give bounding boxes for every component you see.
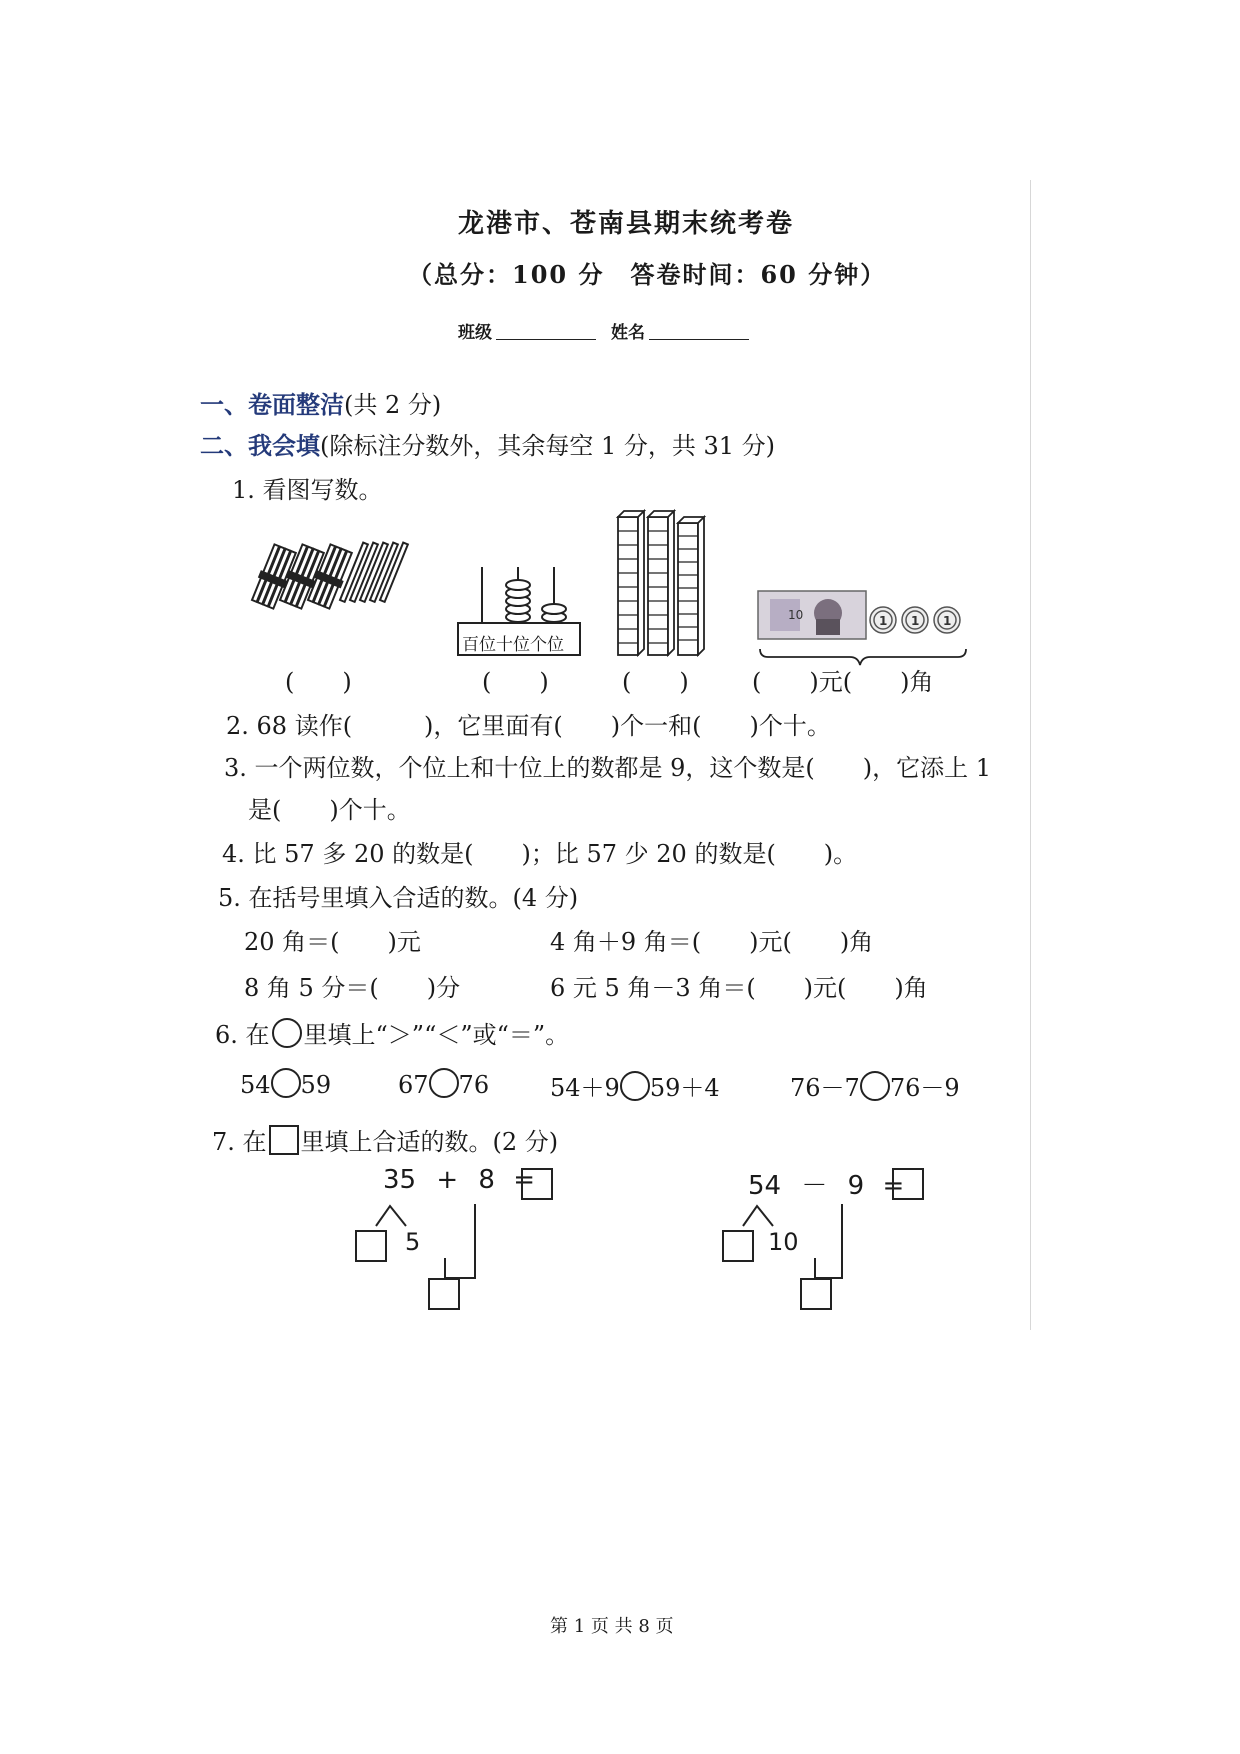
coin-value-1: 1 <box>879 614 888 628</box>
q6-item-2-left: 67 <box>398 1071 429 1099</box>
q7-eq1-a: 35 <box>383 1165 417 1195</box>
q1-answer-cubes[interactable]: ( ) <box>622 668 689 696</box>
section-1-label: 一、卷面整洁 <box>200 390 344 419</box>
q4-text: 4. 比 57 多 20 的数是( )；比 57 少 20 的数是( )。 <box>222 840 858 868</box>
coin-value-3: 1 <box>943 614 952 628</box>
q6-item-1-left: 54 <box>240 1071 271 1099</box>
q7-eq1 <box>383 1165 539 1195</box>
ten-cube-columns-icon <box>618 511 704 655</box>
banknote-value: 10 <box>788 608 804 622</box>
q6-item-3-left: 54＋9 <box>550 1074 620 1102</box>
name-field <box>611 318 749 343</box>
q6-item-4-circle[interactable] <box>860 1071 890 1101</box>
q7-eq1-split-value: 5 <box>405 1228 421 1256</box>
class-blank[interactable] <box>496 338 596 340</box>
q6-item-1-circle[interactable] <box>271 1068 301 1098</box>
q2-text: 2. 68 读作( )，它里面有( )个一和( )个十。 <box>226 712 831 740</box>
q7-eq2-split-box[interactable] <box>722 1230 754 1262</box>
coin-value-2: 1 <box>911 614 920 628</box>
q3-line2: 是( )个十。 <box>248 796 411 824</box>
section-2-note: (除标注分数外，其余每空 1 分，共 31 分) <box>320 432 776 460</box>
q6-item-2-circle[interactable] <box>429 1068 459 1098</box>
scan-edge <box>1030 180 1031 1330</box>
section-2-label: 二、我会填 <box>200 431 320 460</box>
q5-item-d: 6 元 5 角－3 角＝( )元( )角 <box>550 974 928 1002</box>
q7-eq1-result-box[interactable] <box>521 1168 553 1200</box>
q5-item-c: 8 角 5 分＝( )分 <box>244 974 461 1002</box>
q7-text-pre: 7. 在 <box>212 1128 267 1156</box>
q7-eq1-equals: = <box>513 1165 536 1195</box>
q7-eq2-equals: = <box>882 1171 905 1201</box>
section-2-heading <box>200 426 775 461</box>
page-title: 龙港市、苍南县期末统考卷 <box>458 209 795 239</box>
q7-eq2 <box>748 1165 908 1202</box>
q7-eq1-op: + <box>436 1165 459 1195</box>
q3-line1: 3. 一个两位数，个位上和十位上的数都是 9，这个数是( )，它添上 1 <box>224 754 992 782</box>
q6-item-1-right: 59 <box>300 1071 332 1099</box>
banknote-icon <box>758 591 866 639</box>
q7-eq2-b: 9 <box>847 1171 865 1201</box>
stick-bundles-icon <box>250 544 354 610</box>
name-label: 姓名 <box>611 323 645 343</box>
abacus-place-labels: 百位十位个位 <box>462 635 564 655</box>
q6-item-2 <box>398 1068 489 1099</box>
q6-item-3-right: 59＋4 <box>649 1074 720 1102</box>
name-blank[interactable] <box>649 338 749 340</box>
q7-eq1-b: 8 <box>478 1165 495 1195</box>
q5-text: 5. 在括号里填入合适的数。(4 分) <box>218 884 579 912</box>
q7-eq2-op: － <box>801 1171 828 1201</box>
q5-item-b: 4 角＋9 角＝( )元( )角 <box>550 928 874 956</box>
q6-text-pre: 6. 在 <box>215 1021 270 1049</box>
q1-figures <box>240 505 980 670</box>
section-1-note: (共 2 分) <box>344 391 442 419</box>
q6-item-2-right: 76 <box>458 1071 490 1099</box>
q6-item-1 <box>240 1068 331 1099</box>
q6-item-4-left: 76－7 <box>790 1074 860 1102</box>
q1-answer-abacus[interactable]: ( ) <box>482 668 549 696</box>
q6-text <box>215 1015 569 1050</box>
q7-eq2-mid-box[interactable] <box>800 1278 832 1310</box>
q1-answer-sticks[interactable]: ( ) <box>285 668 352 696</box>
compare-circle-icon <box>272 1018 302 1048</box>
class-field <box>458 318 596 343</box>
q6-item-3-circle[interactable] <box>620 1071 650 1101</box>
q7-eq2-a: 54 <box>748 1171 782 1201</box>
q1-answer-money[interactable]: ( )元( )角 <box>752 668 934 696</box>
fill-box-icon <box>269 1125 299 1155</box>
q7-text-post: 里填上合适的数。(2 分) <box>300 1128 559 1156</box>
q7-eq2-split-value: 10 <box>768 1228 799 1256</box>
q6-item-3 <box>550 1068 720 1103</box>
q6-text-post: 里填上“＞”“＜”或“＝”。 <box>303 1021 570 1049</box>
q7-eq2-result-box[interactable] <box>892 1168 924 1200</box>
exam-subtitle: （总分：100 分 答卷时间：60 分钟） <box>408 260 887 289</box>
q7-eq1-split-box[interactable] <box>355 1230 387 1262</box>
q6-item-4-right: 76－9 <box>889 1074 960 1102</box>
q5-item-a: 20 角＝( )元 <box>244 928 421 956</box>
q1-text: 1. 看图写数。 <box>232 476 383 504</box>
class-label: 班级 <box>458 323 492 343</box>
q7-eq1-mid-box[interactable] <box>428 1278 460 1310</box>
section-1-heading <box>200 385 441 420</box>
q6-item-4 <box>790 1068 960 1103</box>
page-number: 第 1 页 共 8 页 <box>550 1616 674 1637</box>
q7-text <box>212 1122 558 1157</box>
